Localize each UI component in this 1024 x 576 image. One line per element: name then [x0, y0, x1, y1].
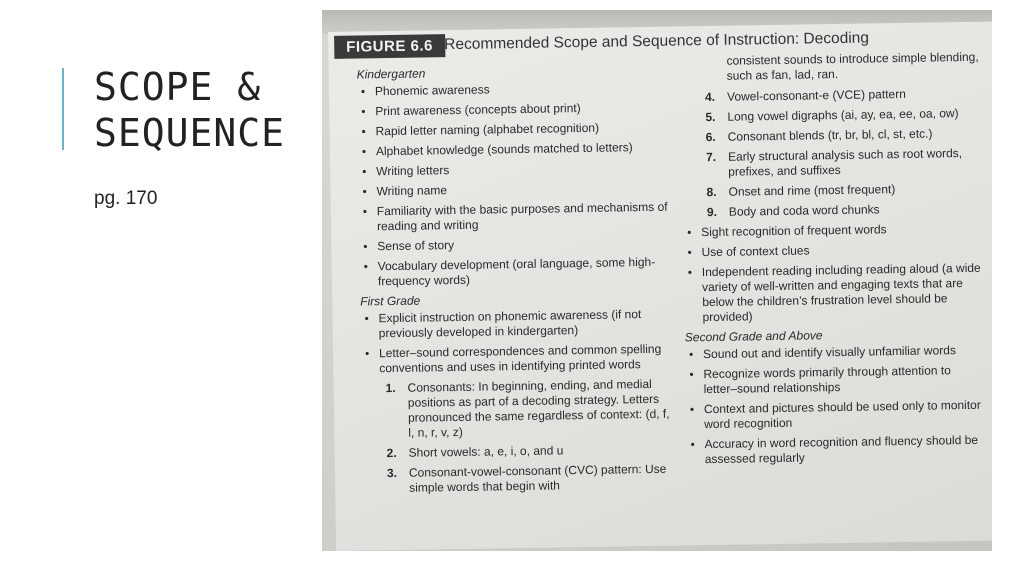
- list-item: • Rapid letter naming (alphabet recognition): [357, 120, 667, 140]
- list-item: • Writing name: [358, 180, 668, 200]
- numbered-item: [361, 377, 672, 442]
- item-text: Onset and rime (most frequent): [728, 182, 896, 199]
- textbook-photo: [322, 10, 992, 551]
- list-item: • Writing letters: [358, 160, 668, 180]
- item-text: Early structural analysis such as root words, prefixes, and suffixes: [727, 146, 963, 179]
- item-number: 2.: [386, 445, 397, 461]
- item-number: 8.: [706, 184, 717, 200]
- list-item: • Familiarity with the basic purposes and mechanisms of reading and writing: [359, 200, 669, 235]
- item-number: 6.: [705, 129, 716, 145]
- slide-title: [94, 64, 294, 156]
- figure-label: FIGURE 6.6: [334, 34, 445, 59]
- numbered-item: [363, 462, 673, 497]
- kindergarten-heading: Kindergarten: [356, 66, 426, 82]
- list-item: • Sound out and identify visually unfamiliar words: [685, 343, 985, 363]
- numbered-item: [682, 181, 982, 201]
- list-item: • Vocabulary development (oral language, some high-frequency words): [360, 255, 670, 290]
- left-column: [357, 63, 674, 502]
- numbered-item: [681, 86, 981, 106]
- first-grade-heading: First Grade: [360, 293, 421, 309]
- item-number: 1.: [385, 380, 396, 396]
- list-item: • Recognize words primarily through attention to letter–sound relationships: [685, 363, 985, 398]
- item-number: 9.: [706, 204, 717, 220]
- item-number: 3.: [386, 465, 398, 481]
- textbook-page: [328, 22, 992, 551]
- item-text: Consonant-vowel-consonant (CVC) pattern: Use simple words that begin with: [408, 461, 667, 495]
- slide-subtitle: pg. 170: [94, 188, 158, 209]
- list-item: • Sight recognition of frequent words: [683, 221, 983, 241]
- list-item: • Explicit instruction on phonemic awareness (if not previously developed in kindergarten): [360, 307, 670, 342]
- slide-title-line-1: SCOPE &: [94, 65, 262, 109]
- second-grade-list: [685, 343, 987, 468]
- right-column: [680, 50, 987, 473]
- first-grade-list-continued: [683, 221, 985, 326]
- title-accent-bar: [62, 68, 64, 150]
- item-number: 5.: [705, 109, 716, 125]
- item-text: Body and coda word chunks: [728, 202, 880, 219]
- list-item: • Sense of story: [359, 235, 669, 255]
- list-item: • Context and pictures should be used only to monitor word recognition: [686, 398, 986, 433]
- item-number: 7.: [705, 149, 717, 165]
- figure-title: Recommended Scope and Sequence of Instruction: Decoding: [444, 29, 870, 54]
- numbered-item: [363, 442, 673, 462]
- item-text: Consonants: In beginning, ending, and medial positions as part of a decoding strategy. Letters pronounced the same regardless of context: (d, f, l, n, r, v, z): [407, 376, 670, 440]
- item-text: Long vowel digraphs (ai, ay, ea, ee, oa, ow): [727, 106, 959, 124]
- continuation-text: consistent sounds to introduce simple blending, such as fan, lad, ran.: [726, 49, 979, 83]
- list-item: • Alphabet knowledge (sounds matched to letters): [358, 140, 668, 160]
- list-item: • Use of context clues: [683, 241, 983, 261]
- list-item: • Accuracy in word recognition and fluency should be assessed regularly: [686, 433, 986, 468]
- numbered-item: [683, 201, 983, 221]
- item-text: Consonant blends (tr, br, bl, cl, st, etc.): [727, 126, 933, 144]
- second-grade-heading: Second Grade and Above: [684, 328, 823, 345]
- item-number: 4.: [704, 89, 716, 105]
- list-item: • Letter–sound correspondences and common spelling conventions and uses in identifying printed words: [361, 342, 671, 377]
- list-item: • Print awareness (concepts about print): [357, 100, 667, 120]
- slide-title-line-2: SEQUENCE: [94, 111, 286, 155]
- list-item: • Phonemic awareness: [357, 80, 667, 100]
- first-grade-list: [360, 307, 673, 497]
- list-item: • Independent reading including reading aloud (a wide variety of well-written and engaging texts that are below the children’s frustration level should be provided): [684, 261, 985, 326]
- numbered-item: [682, 146, 982, 181]
- numbered-item: [681, 106, 981, 126]
- item-text: Short vowels: a, e, i, o, and u: [408, 443, 564, 460]
- numbered-list-continued: [681, 86, 983, 221]
- item-text: Vowel-consonant-e (VCE) pattern: [726, 86, 906, 104]
- kindergarten-list: [357, 80, 670, 290]
- numbered-item: [682, 126, 982, 146]
